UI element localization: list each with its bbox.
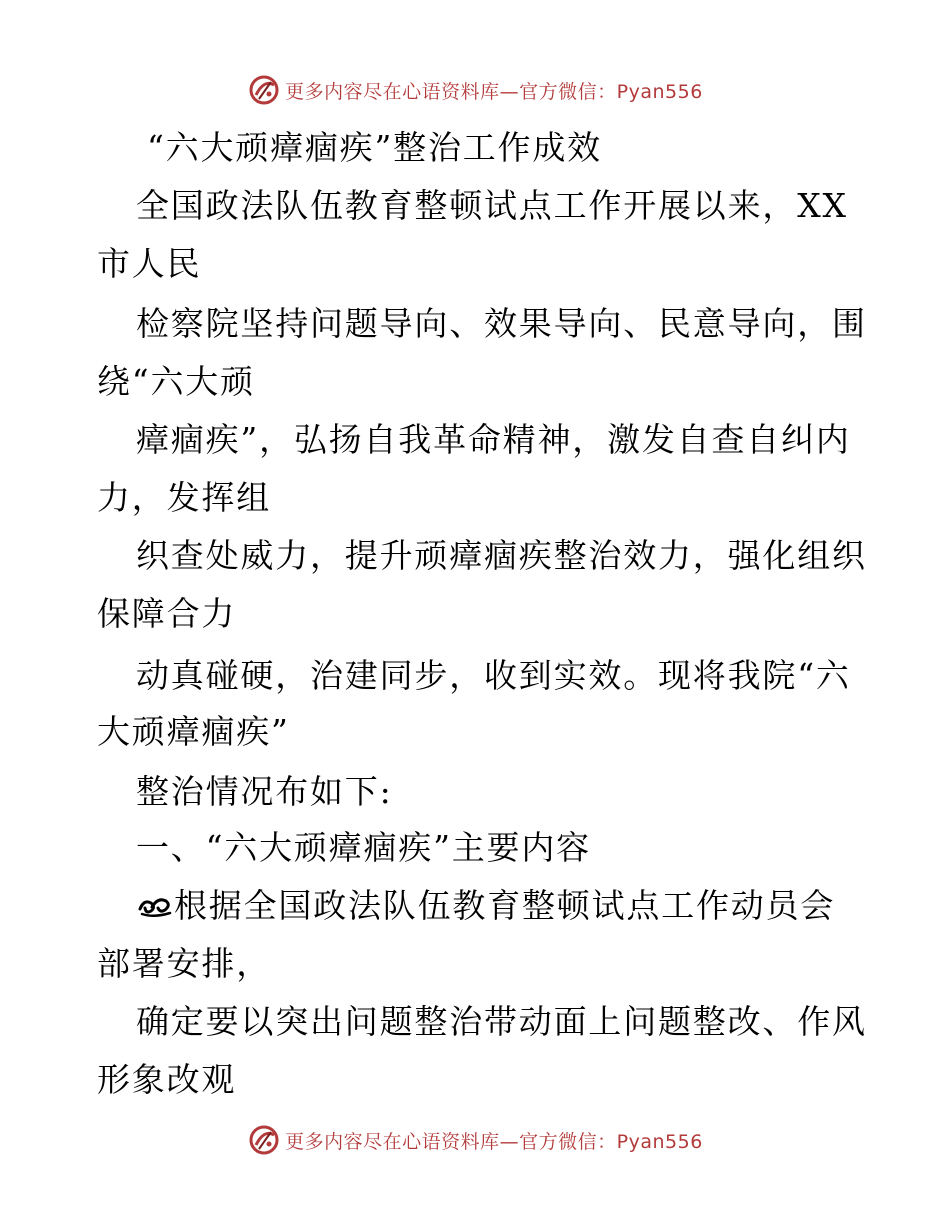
seal-logo-icon <box>247 1123 281 1157</box>
paragraph-line: 绕“六大顽 <box>97 362 255 401</box>
paragraph-line: 形象改观 <box>97 1060 237 1099</box>
document-title: “六大顽瘴痼疾”整治工作成效 <box>147 128 602 167</box>
paragraph-line: 动真碰硬，治建同步，收到实效。现将我院“六 <box>136 656 851 695</box>
paragraph-line: 保障合力 <box>97 594 237 633</box>
watermark-text: 更多内容尽在心语资料库—官方微信：Pyan556 <box>285 80 703 103</box>
paragraph-line: 确定要以突出问题整治带动面上问题整改、作风 <box>136 1002 867 1041</box>
bullet-paragraph-line <box>0 886 950 926</box>
watermark-text: 更多内容尽在心语资料库—官方微信：Pyan556 <box>285 1130 703 1153</box>
ornament-bullet-icon <box>136 891 174 921</box>
bullet-text: 根据全国政法队伍教育整顿试点工作动员会 <box>174 886 836 925</box>
footer-watermark <box>0 1120 950 1160</box>
paragraph-line: 力，发挥组 <box>97 478 271 517</box>
section-heading: 一、“六大顽瘴痼疾”主要内容 <box>136 828 591 867</box>
paragraph-line: 检察院坚持问题导向、效果导向、民意导向，围 <box>136 304 867 343</box>
paragraph-line: 全国政法队伍教育整顿试点工作开展以来，XX <box>136 186 848 225</box>
paragraph-line: 部署安排， <box>97 944 271 983</box>
paragraph-line: 大顽瘴痼疾” <box>97 712 290 751</box>
paragraph-line: 织查处威力，提升顽瘴痼疾整治效力，强化组织 <box>136 536 867 575</box>
paragraph-line: 市人民 <box>97 244 202 283</box>
paragraph-line: 瘴痼疾”，弘扬自我革命精神，激发自查自纠内 <box>136 420 851 459</box>
paragraph-line: 整治情况布如下: <box>136 772 393 811</box>
